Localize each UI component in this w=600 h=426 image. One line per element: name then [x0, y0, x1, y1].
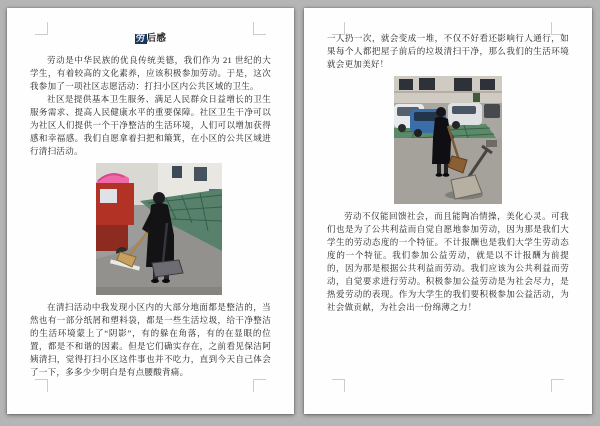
paragraph[interactable]: 在清扫活动中我发现小区内的大部分地面都是整洁的，当然也有一部分纸屑和塑料袋，都是一些生活垃圾，给干净整洁的生活环境蒙上了“阴影”，有的躲在角落，有的在显眼的位置，都是不和谐的因素。但是它们确实存在，之前看见保洁阿姨清扫，觉得打扫小区这件事也并不吃力，直到今天自己体会了一下，多多少少明白是有点腰酸背痛。	[30, 302, 271, 377]
highlighted-title-char[interactable]: 劳	[135, 34, 146, 44]
photo-plant	[473, 93, 480, 102]
paragraph[interactable]: 一人扔一次，就会变成一堆，不仅不好看还影响行人通行，如果每个人都把屋子前后的垃圾清扫干净，那么我们的生活环境就会更加美好！	[327, 33, 569, 69]
photo-road-foreground	[96, 287, 222, 295]
page-2-text-area[interactable]	[327, 32, 569, 388]
photo-balcony-rail	[394, 91, 502, 93]
document-page-1[interactable]	[7, 8, 294, 414]
photo-dark-car	[484, 104, 500, 118]
photo-truck-lower	[96, 225, 128, 251]
title-rest[interactable]: 后感	[146, 34, 167, 44]
inline-photo-sweeping-courtyard[interactable]	[394, 76, 502, 204]
photo-person-head	[436, 107, 446, 117]
photo-shoe	[162, 279, 170, 283]
photo-person-leg	[444, 164, 448, 174]
photo-truck-window	[100, 189, 117, 203]
photo-drain-cover	[486, 140, 497, 147]
photo-person-leg	[437, 164, 441, 174]
paragraph[interactable]: 社区是提供基本卫生服务、满足人民群众日益增长的卫生服务需求、提高人民健康水平的重要保障。社区卫生干净可以为社区人们提供一个干净整洁的生活环境，人们可以增加获得感和幸福感。我们自愿拿着扫把和簸箕，在小区的公共区域进行清扫活动。	[30, 94, 271, 156]
photo-window	[194, 167, 207, 181]
photo-window	[172, 166, 182, 178]
photo-person-head	[153, 192, 165, 204]
photo-shoe	[436, 173, 443, 177]
page-1-text-area[interactable]	[30, 32, 271, 388]
document-title[interactable]	[30, 32, 271, 46]
document-page-2[interactable]	[304, 8, 592, 414]
photo-shoe	[151, 279, 159, 283]
paragraph[interactable]: 劳动不仅能回馈社会，而且能陶冶情操，美化心灵。可我们也是为了公共利益而自觉自愿地参加劳动，因为那是我们大学生的劳动态度的一个特征。不计报酬也是我们大学生劳动态度的一个特征。我们参加公益劳动，就是以不计报酬为前提的，因为那是根据公共利益而劳动。我们应该为公共利益而劳动，自觉要求进行劳动。积极参加公益劳动是为社会尽力，是热爱劳动的表现。作为大学生的我们要积极参加公益活动，为社会做贡献，为社会出一份绵薄之力！	[327, 211, 569, 312]
photo-person-coat	[432, 117, 451, 164]
inline-photo-sweeping-road[interactable]	[96, 163, 222, 295]
paragraph[interactable]: 劳动是中华民族的优良传统美德，我们作为 21 世纪的大学生，有着较高的文化素养，应该积极参加劳动。于是，这次我参加了一项社区志愿活动：打扫小区内公共区域的卫生。	[30, 55, 271, 91]
photo-shoe	[443, 173, 450, 177]
